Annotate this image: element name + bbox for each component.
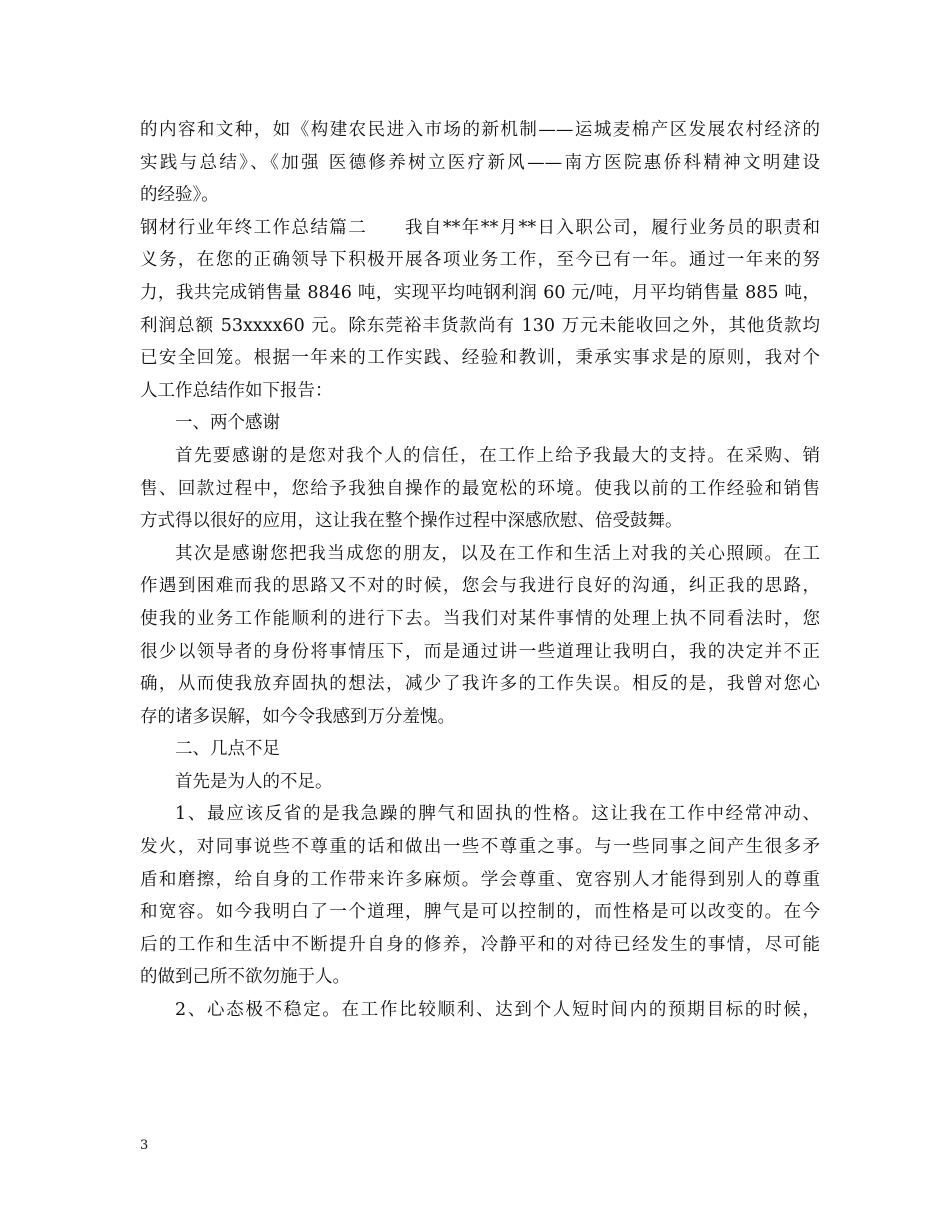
text-line: 盾和磨擦，给自身的工作带来许多麻烦。学会尊重、宽容别人才能得到别人的尊重 <box>140 869 820 890</box>
text-line: 实践与总结》、《加强 医德修养树立医疗新风——南方医院惠侨科精神文明建设 <box>140 152 820 173</box>
text-line: 的内容和文种，如《构建农民进入市场的新机制——运城麦棉产区发展农村经济的 <box>140 120 820 140</box>
text-line: 作遇到困难而我的思路又不对的时候，您会与我进行良好的沟通，纠正我的思路， <box>140 576 820 597</box>
text-line: 力，我共完成销售量 8846 吨，实现平均吨钢利润 60 元/吨，月平均销售量 885 吨， <box>140 282 820 303</box>
subheading-shortcomings: 二、几点不足 <box>175 739 280 760</box>
text-line: 的做到己所不欲勿施于人。 <box>140 967 350 988</box>
text-line: 存的诸多误解，如今令我感到万分羞愧。 <box>140 706 455 727</box>
text-line: 人工作总结作如下报告： <box>140 380 333 401</box>
text-line: 方式得以很好的应用，这让我在整个操作过程中深感欣慰、倍受鼓舞。 <box>140 511 683 532</box>
text-line: 2、心态极不稳定。在工作比较顺利、达到个人短时间内的预期目标的时候， <box>175 1000 820 1021</box>
text-line: 使我的业务工作能顺利的进行下去。当我们对某件事情的处理上执不同看法时，您 <box>140 608 820 629</box>
text-line: 发火，对同事说些不尊重的话和做出一些不尊重之事。与一些同事之间产生很多矛 <box>140 837 820 858</box>
text-line: 和宽容。如今我明白了一个道理，脾气是可以控制的，而性格是可以改变的。在今 <box>140 902 820 923</box>
text-line: 的经验》。 <box>140 185 219 206</box>
document-body <box>140 114 820 1027</box>
text-line: 首先要感谢的是您对我个人的信任，在工作上给予我最大的支持。在采购、销 <box>175 445 820 466</box>
text-line: 其次是感谢您把我当成您的朋友，以及在工作和生活上对我的关心照顾。在工 <box>175 543 820 564</box>
text-line: 很少以领导者的身份将事情压下，而是通过讲一些道理让我明白，我的决定并不正 <box>140 641 820 662</box>
text-line: 1、最应该反省的是我急躁的脾气和固执的性格。这让我在工作中经常冲动、 <box>175 804 820 825</box>
text-line: 后的工作和生活中不断提升自身的修养，冷静平和的对待已经发生的事情，尽可能 <box>140 934 820 955</box>
text-line: 已安全回笼。根据一年来的工作实践、经验和教训，秉承实事求是的原则，我对个 <box>140 348 820 369</box>
text-line: 义务，在您的正确领导下积极开展各项业务工作，至今已有一年。通过一年来的努 <box>140 250 820 271</box>
text-line: 利润总额 53xxxx60 元。除东莞裕丰货款尚有 130 万元未能收回之外，其他货款均 <box>140 315 820 336</box>
text-line: 确，从而使我放弃固执的想法，减少了我许多的工作失误。相反的是，我曾对您心 <box>140 674 820 695</box>
text-line: 售、回款过程中，您给予我独自操作的最宽松的环境。使我以前的工作经验和销售 <box>140 478 820 499</box>
section-heading-line: 钢材行业年终工作总结篇二 我自**年**月**日入职公司，履行业务员的职责和 <box>140 217 820 238</box>
page-number: 3 <box>140 1138 149 1153</box>
text-line: 首先是为人的不足。 <box>175 771 333 792</box>
subheading-thanks: 一、两个感谢 <box>175 413 280 434</box>
